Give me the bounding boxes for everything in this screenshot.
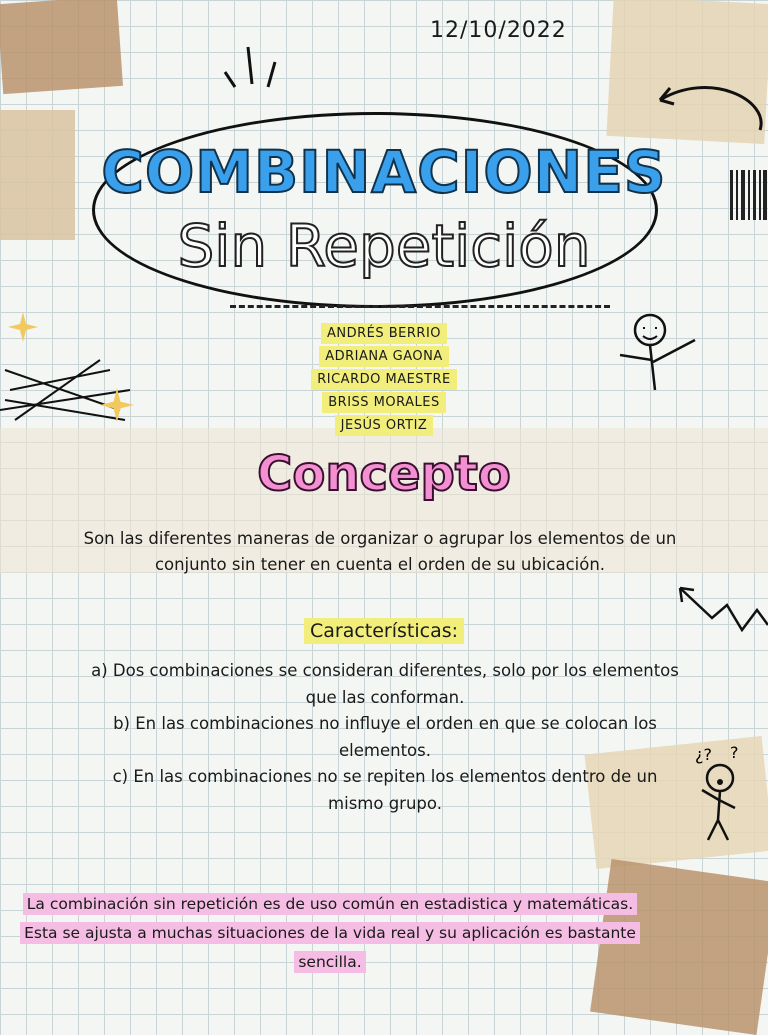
page-subtitle: Sin Repetición [177,212,591,280]
curved-arrow-icon [650,70,768,140]
characteristics-heading-text: Características: [304,618,464,644]
date-label: 12/10/2022 [430,18,567,43]
footer-paragraph [20,890,640,977]
characteristic-item: a) Dos combinaciones se consideran diferentes, solo por los elementos que las conforman. [91,661,679,707]
characteristic-item: b) En las combinaciones no influye el orden en que se colocan los elementos. [113,714,657,760]
svg-text:?: ? [730,743,739,762]
author-name: JESÚS ORTIZ [335,415,434,436]
author-name: ADRIANA GAONA [319,346,449,367]
authors-list [0,322,768,437]
characteristics-list [90,658,680,817]
emphasis-strokes-icon [220,42,290,92]
characteristic-item: c) En las combinaciones no se repiten los elementos dentro de un mismo grupo. [112,767,658,813]
torn-paper-top-left [0,0,123,94]
dashed-divider [230,305,610,308]
characteristics-heading [0,620,768,642]
confused-figure-icon [690,740,760,845]
author-name: RICARDO MAESTRE [311,369,457,390]
concept-heading: Concepto [257,446,511,502]
concept-text: Son las diferentes maneras de organizar o agrupar los elementos de un conjunto sin tener en cuenta el orden de su ubicación. [83,529,677,574]
footer-text: La combinación sin repetición es de uso común en estadistica y matemáticas. Esta se ajusta a muchas situaciones de la vida real y su aplicación es bastante sencilla. [20,893,640,973]
author-name: ANDRÉS BERRIO [321,323,447,344]
author-name: BRISS MORALES [322,392,445,413]
svg-text:¿?: ¿? [695,745,712,764]
page-title: COMBINACIONES [101,138,667,206]
